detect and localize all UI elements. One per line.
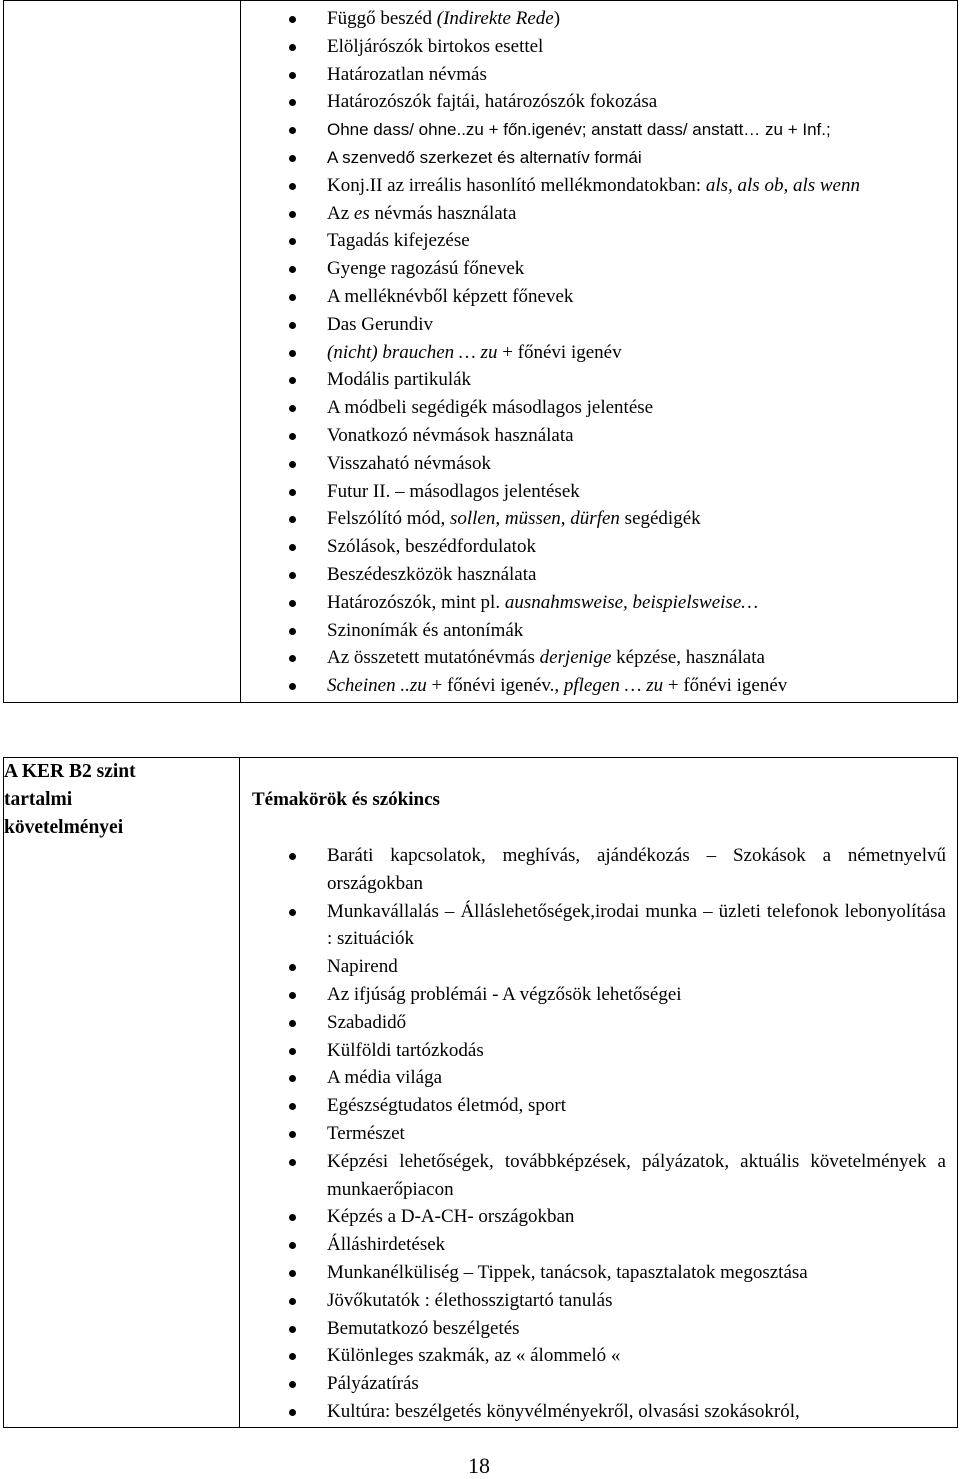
- list-item: [327, 589, 946, 617]
- list-item: [327, 366, 946, 394]
- list-item: [327, 311, 946, 339]
- list-item: [327, 478, 946, 506]
- list-item: [327, 1398, 946, 1426]
- list-item-text: Természet: [327, 1122, 405, 1144]
- list-item-text: + főnévi igenév: [497, 341, 622, 363]
- topics-heading: Témakörök és szókincs: [252, 789, 440, 810]
- list-item-text: ): [553, 8, 561, 29]
- list-item: [327, 981, 946, 1009]
- list-item-text: Modális partikulák: [327, 369, 472, 391]
- b2-level-label-line: A KER B2 szint: [4, 761, 136, 782]
- list-item-text: Gyenge ragozású főnevek: [327, 258, 525, 280]
- list-item: [327, 283, 946, 311]
- list-item-text: Határozatlan névmás: [327, 63, 487, 85]
- list-item: [327, 842, 946, 898]
- list-item-text: A média világa: [327, 1067, 443, 1089]
- list-item-text: A módbeli segédigék másodlagos jelentése: [327, 397, 654, 419]
- list-item-text: Tagadás kifejezése: [327, 230, 470, 252]
- list-item: [327, 1231, 946, 1259]
- list-item-text: Függő beszéd: [327, 8, 437, 29]
- list-item: [327, 61, 946, 89]
- list-item-text: Kultúra: beszélgetés könyvélményekről, olvasási szokásokról,: [327, 1400, 800, 1422]
- list-item-text: Képzési lehetőségek, továbbképzések, pályázatok, aktuális követelmények a munkaerőpiacon: [327, 1150, 946, 1200]
- b2-level-label-line: tartalmi: [4, 789, 73, 810]
- b2-level-label-cell: [4, 758, 240, 1428]
- list-item-text: Elöljárószók birtokos esettel: [327, 35, 544, 57]
- grammar-topics-list: [327, 5, 946, 700]
- list-item-text: (nicht) brauchen … zu: [327, 341, 498, 363]
- list-item-text: pflegen … zu: [563, 675, 664, 697]
- list-item: [327, 394, 946, 422]
- list-item-text: Bemutatkozó beszélgetés: [327, 1317, 520, 1339]
- list-item-text: Szinonímák és antonímák: [327, 619, 524, 641]
- list-item: [327, 88, 946, 116]
- list-item-text: Vonatkozó névmások használata: [327, 424, 574, 446]
- list-item: [327, 255, 946, 283]
- list-item: [327, 1370, 946, 1398]
- list-item-text: Álláshirdetések: [327, 1234, 446, 1256]
- list-item-text: Baráti kapcsolatok, meghívás, ajándékozás – Szokások a németnyelvű országokban: [327, 845, 946, 894]
- list-item-text: (Indirekte Rede: [436, 8, 554, 29]
- list-item-text: Futur II. – másodlagos jelentések: [327, 480, 580, 502]
- grammar-table-left-cell: [4, 1, 241, 703]
- list-item: [327, 200, 946, 228]
- list-item-text: Napirend: [327, 956, 398, 978]
- list-item-text: Das Gerundiv: [327, 313, 434, 335]
- list-item-text: ausnahmsweise, beispielsweise…: [504, 591, 759, 613]
- list-item-text: + főnévi igenév.,: [426, 675, 564, 697]
- list-item-text: Az összetett mutatónévmás: [327, 647, 540, 669]
- list-item-text: Az: [327, 202, 354, 224]
- list-item: [327, 1009, 946, 1037]
- list-item: [327, 1315, 946, 1343]
- list-item: [327, 1037, 946, 1065]
- list-item: [327, 144, 946, 172]
- list-item-text: segédigék: [619, 508, 701, 530]
- list-item: [327, 1120, 946, 1148]
- list-item: [327, 339, 946, 367]
- list-item-text: Munkanélküliség – Tippek, tanácsok, tapasztalatok megosztása: [327, 1261, 808, 1283]
- list-item-text: Határozószók fajtái, határozószók fokozása: [327, 91, 658, 113]
- list-item-text: Az ifjúság problémái - A végzősök lehetőségei: [327, 983, 682, 1005]
- list-item: [327, 533, 946, 561]
- list-item: [327, 1092, 946, 1120]
- list-item-text: Határozószók, mint pl.: [327, 591, 505, 613]
- list-item-text: Képzés a D-A-CH- országokban: [327, 1206, 575, 1228]
- list-item: [327, 617, 946, 645]
- list-item: [327, 672, 946, 700]
- list-item: [327, 1203, 946, 1231]
- list-item-text: Scheinen ..zu: [327, 675, 427, 697]
- list-item: [327, 505, 946, 533]
- list-item: [327, 172, 946, 200]
- list-item-text: Szabadidő: [327, 1011, 407, 1033]
- list-item: [327, 1342, 946, 1370]
- list-item-text: Beszédeszközök használata: [327, 563, 537, 585]
- list-item: [327, 116, 946, 144]
- list-item-text: es: [353, 202, 370, 224]
- list-item-text: képzése, használata: [611, 647, 765, 669]
- list-item: [327, 450, 946, 478]
- list-item-text: Konj.II az irreális hasonlító mellékmondatokban:: [327, 174, 706, 196]
- list-item: [327, 1287, 946, 1315]
- page-number: 18: [468, 1453, 490, 1478]
- list-item: [327, 227, 946, 255]
- list-item-text: A szenvedő szerkezet és alternatív formái: [327, 147, 642, 167]
- list-item-text: + főnévi igenév: [663, 675, 788, 697]
- list-item-text: Jövőkutatók : élethosszigtartó tanulás: [327, 1289, 613, 1311]
- list-item-text: derjenige: [539, 647, 612, 669]
- list-item: [327, 1064, 946, 1092]
- list-item: [327, 953, 946, 981]
- list-item: [327, 561, 946, 589]
- b2-level-label-line: követelményei: [4, 817, 124, 838]
- list-item: [327, 644, 946, 672]
- list-item-text: Különleges szakmák, az « álommeló «: [327, 1345, 621, 1367]
- list-item: [327, 422, 946, 450]
- list-item-text: sollen, müssen, dürfen: [449, 508, 620, 530]
- list-item-text: névmás használata: [369, 202, 517, 224]
- list-item-text: als, als ob, als wenn: [705, 174, 860, 196]
- list-item-text: Szólások, beszédfordulatok: [327, 536, 536, 558]
- list-item: [327, 898, 946, 954]
- list-item-text: Visszaható névmások: [327, 452, 492, 474]
- list-item: [327, 5, 946, 33]
- list-item-text: Felszólító mód,: [327, 508, 450, 530]
- list-item: [327, 1259, 946, 1287]
- list-item: [327, 1148, 946, 1204]
- list-item-text: Külföldi tartózkodás: [327, 1039, 484, 1061]
- list-item-text: Pályázatírás: [327, 1373, 419, 1395]
- list-item: [327, 33, 946, 61]
- list-item-text: Ohne dass/ ohne..zu + főn.igenév; anstatt dass/ anstatt… zu + Inf.;: [327, 120, 831, 140]
- list-item-text: A melléknévből képzett főnevek: [327, 285, 574, 307]
- vocabulary-topics-list: [327, 842, 946, 1426]
- list-item-text: Munkavállalás – Álláslehetőségek,irodai munka – üzleti telefonok lebonyolítása : szituációk: [327, 900, 946, 950]
- list-item-text: Egészségtudatos életmód, sport: [327, 1095, 567, 1117]
